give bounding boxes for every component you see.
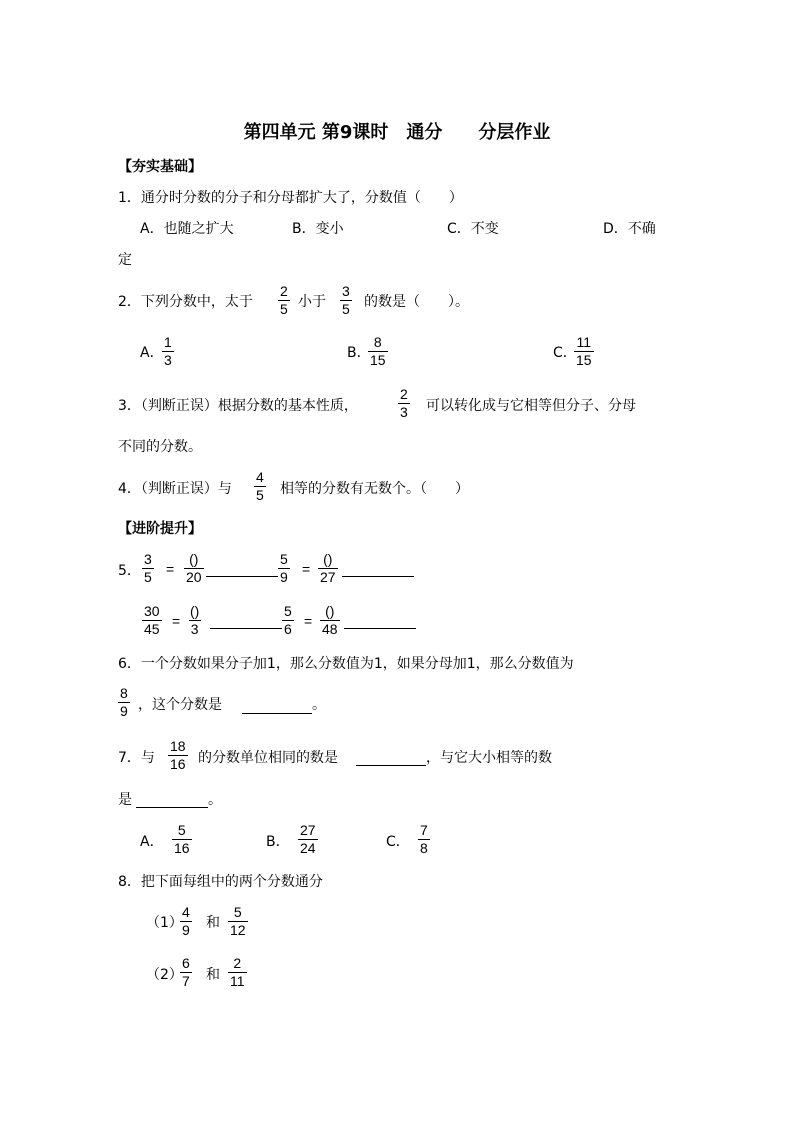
q8-part1-fraction-a: $\frac{4}{9}$ (182, 904, 190, 938)
page-title: 第四单元 第9课时 通分 分层作业 (243, 122, 551, 143)
q2-option-b: B． (347, 345, 371, 361)
q5-fraction-a2: () 20 (186, 551, 202, 585)
q1-option-a: A．也随之扩大 (140, 221, 234, 237)
q2-option-c: C． (553, 345, 577, 361)
q7-option-a: A． (140, 834, 164, 850)
q5-fraction-a: $\frac{3}{5}$ (144, 551, 152, 585)
q3-line2: 不同的分数。 (118, 439, 202, 455)
section-basic: 【夯实基础】 (118, 159, 202, 175)
q6-answer-blank[interactable] (242, 712, 312, 714)
q8-part1-label: （1） (146, 915, 183, 931)
q7-option-b: B． (266, 834, 290, 850)
section-advanced: 【进阶提升】 (118, 521, 202, 537)
q1-option-b: B．变小 (292, 221, 344, 237)
q6-end: 。 (312, 697, 326, 713)
q6-suffix: ，这个分数是 (138, 697, 222, 713)
q5-blank-e[interactable] (344, 627, 416, 629)
q8-part2-fraction-b: $\frac{2}{11}$ (230, 955, 245, 989)
q7-prefix: 7．与 (118, 750, 155, 766)
q3-fraction: $\frac{2}{3}$ (400, 386, 408, 420)
q5-blank-c[interactable] (210, 627, 282, 629)
q5-fraction-b2: () 27 (320, 551, 336, 585)
q7-option-c: C． (386, 834, 410, 850)
q5-fraction-c: $\frac{30}{45}$ (144, 603, 160, 637)
q7-option-b-fraction: $\frac{27}{24}$ (300, 822, 316, 856)
q5-label: 5． (118, 563, 141, 579)
q5-blank-a[interactable] (206, 575, 278, 577)
q7-end: 。 (208, 792, 222, 808)
q3-prefix: 3．（判断正误）根据分数的基本性质， (118, 398, 358, 414)
q8-and: 和 (206, 967, 220, 983)
q7-answer-blank-2[interactable] (136, 806, 208, 808)
q3-suffix: 可以转化成与它相等但分子、分母 (426, 398, 636, 414)
q5-equals: = (172, 613, 181, 629)
q7-mid2: ，与它大小相等的数 (426, 750, 552, 766)
q2-fraction-1: $\frac{2}{5}$ (280, 283, 288, 317)
q5-blank-b[interactable] (342, 575, 414, 577)
q2-option-a: A． (140, 345, 164, 361)
q5-fraction-b: $\frac{5}{9}$ (280, 551, 288, 585)
q2-suffix: 的数是（ ）。 (364, 294, 469, 310)
q5-fraction-c2: () 3 (190, 603, 200, 637)
q4-suffix: 相等的分数有无数个。（ ） (280, 481, 469, 497)
q1-option-c: C．不变 (447, 221, 499, 237)
q5-equals: = (304, 613, 313, 629)
q2-fraction-2: $\frac{3}{5}$ (342, 283, 350, 317)
q8-part1-fraction-b: $\frac{5}{12}$ (230, 904, 246, 938)
q7-fraction: $\frac{18}{16}$ (170, 738, 186, 772)
q6-text: 6．一个分数如果分子加1，那么分数值为1，如果分母加1，那么分数值为 (118, 656, 574, 672)
q6-fraction: $\frac{8}{9}$ (120, 685, 128, 719)
q4-prefix: 4．（判断正误）与 (118, 481, 232, 497)
q7-option-c-fraction: $\frac{7}{8}$ (420, 822, 428, 856)
q8-part2-fraction-a: $\frac{6}{7}$ (182, 955, 190, 989)
q2-mid: 小于 (298, 294, 326, 310)
q5-equals: = (166, 561, 175, 577)
q7-line2: 是 (118, 792, 132, 808)
q2-prefix: 2．下列分数中，太于 (118, 294, 253, 310)
q1-text: 1．通分时分数的分子和分母都扩大了，分数值（ ） (118, 190, 463, 206)
q8-and: 和 (206, 915, 220, 931)
q1-option-d-wrap: 定 (118, 252, 132, 268)
q7-mid: 的分数单位相同的数是 (198, 750, 338, 766)
q8-text: 8．把下面每组中的两个分数通分 (118, 874, 323, 890)
q5-fraction-e: $\frac{5}{6}$ (284, 603, 292, 637)
q5-equals: = (302, 561, 311, 577)
q2-option-a-fraction: $\frac{1}{3}$ (164, 334, 172, 368)
q8-part2-label: （2） (146, 967, 183, 983)
q2-option-c-fraction: $\frac{11}{15}$ (576, 334, 592, 368)
q7-answer-blank-1[interactable] (356, 764, 426, 766)
q7-option-a-fraction: $\frac{5}{16}$ (174, 822, 190, 856)
q4-fraction: $\frac{4}{5}$ (256, 469, 264, 503)
q5-fraction-e2: () 48 (322, 603, 338, 637)
q1-option-d: D．不确 (603, 221, 656, 237)
q2-option-b-fraction: $\frac{8}{15}$ (370, 334, 386, 368)
